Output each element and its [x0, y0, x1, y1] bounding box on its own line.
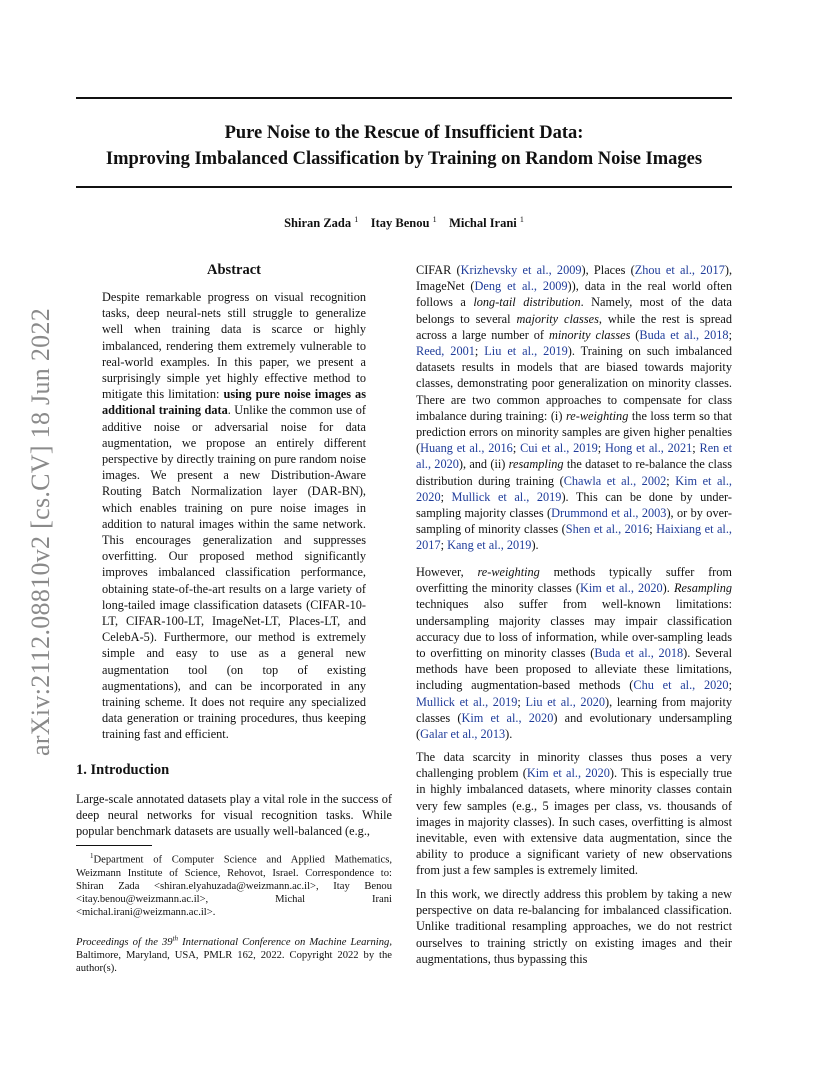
body-text: the loss term so that prediction errors on minority samples are given higher penalties ( [416, 408, 733, 456]
body-text: ; [649, 522, 657, 537]
citation-link[interactable]: Mullick et al., 2019 [416, 694, 518, 709]
citation-link[interactable]: Buda et al., 2018 [639, 327, 729, 342]
citation-link[interactable]: Huang et al., 2016 [420, 441, 513, 456]
title-top-rule [76, 97, 732, 99]
paper-title [76, 120, 732, 172]
body-text: ; [666, 473, 676, 488]
body-text: ), ImageNet ( [416, 263, 733, 294]
body-text: ), learning from majority classes ( [416, 694, 733, 725]
citation-link[interactable]: Chu et al., 2020 [633, 678, 729, 693]
intro-paragraph: Large-scale annotated datasets play a vital role in the success of deep neural networks for visual recognition tasks. While popular benchmark datasets are usually well-balanced (e.g., [76, 792, 392, 839]
emphasis-text: majority classes [516, 311, 599, 326]
body-text: ( [630, 327, 640, 342]
proceedings-sup: th [172, 934, 179, 942]
affiliation-mark: 1 [354, 215, 359, 224]
body-text: ; [728, 327, 733, 342]
body-text: However, [416, 565, 478, 579]
citation-link[interactable]: Reed, 2001 [416, 344, 475, 359]
right-paragraph-3 [416, 749, 732, 879]
body-text: CIFAR ( [416, 263, 461, 277]
abstract-text: . Unlike the common use of additive noise or adversarial noise for data augmentation, we propose an entirely different perspective by directly training on pure random noise images. We present a new Distribution-Aware Routing Batch Normalization layer (DAR-BN), which enables training on pure noise images in addition to natural images within the same network. This encourages generalization and suppresses overfitting. Our proposed method significantly improves imbalanced classification performance, obtaining state-of-the-art results on a large variety of long-tailed image classification datasets (CIFAR-10-LT, CIFAR-100-LT, ImageNet-LT, Places-LT, and CelebA-5). Furthermore, our method is extremely simple and easy to use as a general new augmentation tool (on top of existing augmentations), and can be incorporated in any training scheme. It does not require any specialized data generation or training procedures, thus keeping training fast and efficient. [102, 403, 366, 742]
emphasis-text: resampling [508, 457, 564, 472]
emphasis-text: re-weighting [477, 565, 540, 579]
body-text: ; [692, 441, 700, 456]
author-list [76, 215, 732, 231]
citation-link[interactable]: Kim et al., 2020 [416, 473, 732, 504]
body-text: ). Training on such imbalanced datasets results in models that are biased towards majority classes, demonstrating poor generalization on minority classes. There are two common approaches to compensate for class imbalance during training: (i) [416, 344, 732, 423]
body-text: methods typically suffer from overfitting the minority classes ( [416, 565, 732, 596]
section-heading-introduction: 1. Introduction [76, 762, 170, 778]
citation-link[interactable]: Zhou et al., 2017 [634, 263, 725, 277]
proceedings-text: , Baltimore, Maryland, USA, PMLR 162, 2022. Copyright 2022 by the author(s). [76, 936, 392, 974]
abstract-heading: Abstract [207, 262, 261, 278]
author: Shiran Zada [284, 216, 352, 231]
emphasis-text: Resampling [673, 581, 732, 596]
affiliation-mark: 1 [519, 215, 524, 224]
citation-link[interactable]: Haixiang et al., 2017 [416, 522, 732, 553]
body-text: , while the rest is spread across a large number of [416, 311, 732, 342]
title-bottom-rule [76, 186, 732, 188]
body-text: ). [505, 727, 513, 742]
citation-link[interactable]: Buda et al., 2018 [594, 646, 684, 661]
citation-link[interactable]: Kim et al., 2020 [461, 710, 554, 725]
citation-link[interactable]: Cui et al., 2019 [520, 441, 598, 456]
body-text: ), or by over-sampling of minority classes ( [416, 506, 732, 537]
body-text: ; [728, 678, 732, 693]
body-text: ; [597, 441, 605, 456]
citation-link[interactable]: Krizhevsky et al., 2009 [460, 263, 582, 277]
right-paragraph-2 [416, 564, 732, 742]
body-text: ), and (ii) [458, 457, 509, 472]
body-text: )), data in the real world often follows a [416, 279, 732, 310]
body-text: ), Places ( [581, 263, 635, 277]
emphasis-text: re-weighting [565, 408, 629, 423]
body-text: ; [440, 538, 448, 553]
body-text: In this work, we directly address this problem by taking a new perspective on data re-balancing for imbalanced classification. Unlike traditional resampling approaches, we do not restrict ourselves to training strictly on existing images and their augmentations, thus bypassing this [416, 887, 732, 966]
abstract-bold-phrase: using pure noise images as additional training data [102, 387, 366, 418]
emphasis-text: long-tail distribution [473, 295, 581, 310]
citation-link[interactable]: Ren et al., 2020 [416, 441, 732, 472]
footnote-rule [76, 845, 152, 846]
body-text: ; [440, 489, 452, 504]
arxiv-identifier: arXiv:2112.08810v2 [cs.CV] 18 Jun 2022 [26, 307, 55, 756]
author: Itay Benou [370, 216, 430, 231]
citation-link[interactable]: Kim et al., 2020 [579, 581, 663, 596]
proceedings-text: International Conference on Machine Learning [178, 936, 390, 948]
citation-link[interactable]: Kim et al., 2020 [526, 766, 610, 781]
body-text: The data scarcity in minority classes thus poses a very challenging problem ( [416, 750, 732, 781]
citation-link[interactable]: Liu et al., 2020 [525, 694, 606, 709]
title-line-1: Pure Noise to the Rescue of Insufficient Data: [224, 123, 584, 143]
body-text: ; [474, 344, 485, 359]
right-paragraph-1 [416, 262, 732, 554]
footnote-text: Department of Computer Science and Applied Mathematics, Weizmann Institute of Science, Rehovot, Israel. Correspondence to: Shiran Zada <shiran.elyahuzada@weizmann.ac.il>, Itay Benou <itay.benou@weizmann.ac.il>, Michal Irani <michal.irani@weizmann.ac.il>. [76, 854, 392, 919]
citation-link[interactable]: Chawla et al., 2002 [563, 473, 667, 488]
body-text: techniques also suffer from well-known limitations: undersampling majority classes may impair classification accuracy due to loss of information, while over-sampling leads to overfitting on minority classes ( [416, 597, 732, 661]
proceedings-venue [76, 934, 390, 948]
body-text: . Namely, most of the data belongs to several [416, 295, 733, 326]
body-text: ) and evolutionary undersampling ( [416, 710, 733, 742]
body-text: ). [531, 538, 539, 553]
citation-link[interactable]: Liu et al., 2019 [484, 344, 568, 359]
body-text: ). This is especially true in highly imbalanced datasets, where minority classes contain very few samples (e.g., 5 images per class, vs. thousands of images in majority classes). In such cases, overfitting is almost inevitable, even with extensive data augmentation, since the ability to produce a significant variety of new observations from just a few samples is extremely limited. [416, 766, 733, 878]
body-text: ; [517, 694, 526, 709]
footnote-mark: 1 [90, 852, 94, 860]
citation-link[interactable]: Hong et al., 2021 [605, 441, 693, 456]
emphasis-text: minority classes [548, 327, 631, 342]
body-text: ; [512, 441, 521, 456]
body-text: ). [662, 581, 674, 596]
affiliation-mark: 1 [432, 215, 437, 224]
citation-link[interactable]: Kang et al., 2019 [447, 538, 532, 553]
abstract-body [102, 289, 366, 743]
title-line-2: Improving Imbalanced Classification by Training on Random Noise Images [105, 149, 703, 169]
right-paragraph-4 [416, 886, 732, 967]
citation-link[interactable]: Shen et al., 2016 [565, 522, 650, 537]
body-text: ). This can be done by under-sampling majority classes ( [416, 489, 732, 521]
proceedings-text: Proceedings of the 39 [76, 936, 173, 948]
body-text: the dataset to re-balance the class distribution during training ( [416, 457, 733, 488]
affiliation-footnote [76, 850, 392, 920]
citation-link[interactable]: Galar et al., 2013 [420, 727, 506, 742]
abstract-text: Despite remarkable progress on visual recognition tasks, deep neural-nets still struggle to generalize well when training data is scarce or highly imbalanced, rendering them extremely vulnerable to real-world examples. In this paper, we present a surprisingly simple yet highly effective method to mitigate this limitation: [102, 290, 366, 402]
citation-link[interactable]: Mullick et al., 2019 [451, 489, 562, 504]
body-text: ). Several methods have been proposed to alleviate these limitations, including augmentation-based methods ( [416, 646, 732, 693]
author: Michal Irani [449, 216, 517, 231]
citation-link[interactable]: Deng et al., 2009 [474, 279, 568, 294]
proceedings-note [76, 932, 392, 975]
citation-link[interactable]: Drummond et al., 2003 [551, 506, 667, 521]
